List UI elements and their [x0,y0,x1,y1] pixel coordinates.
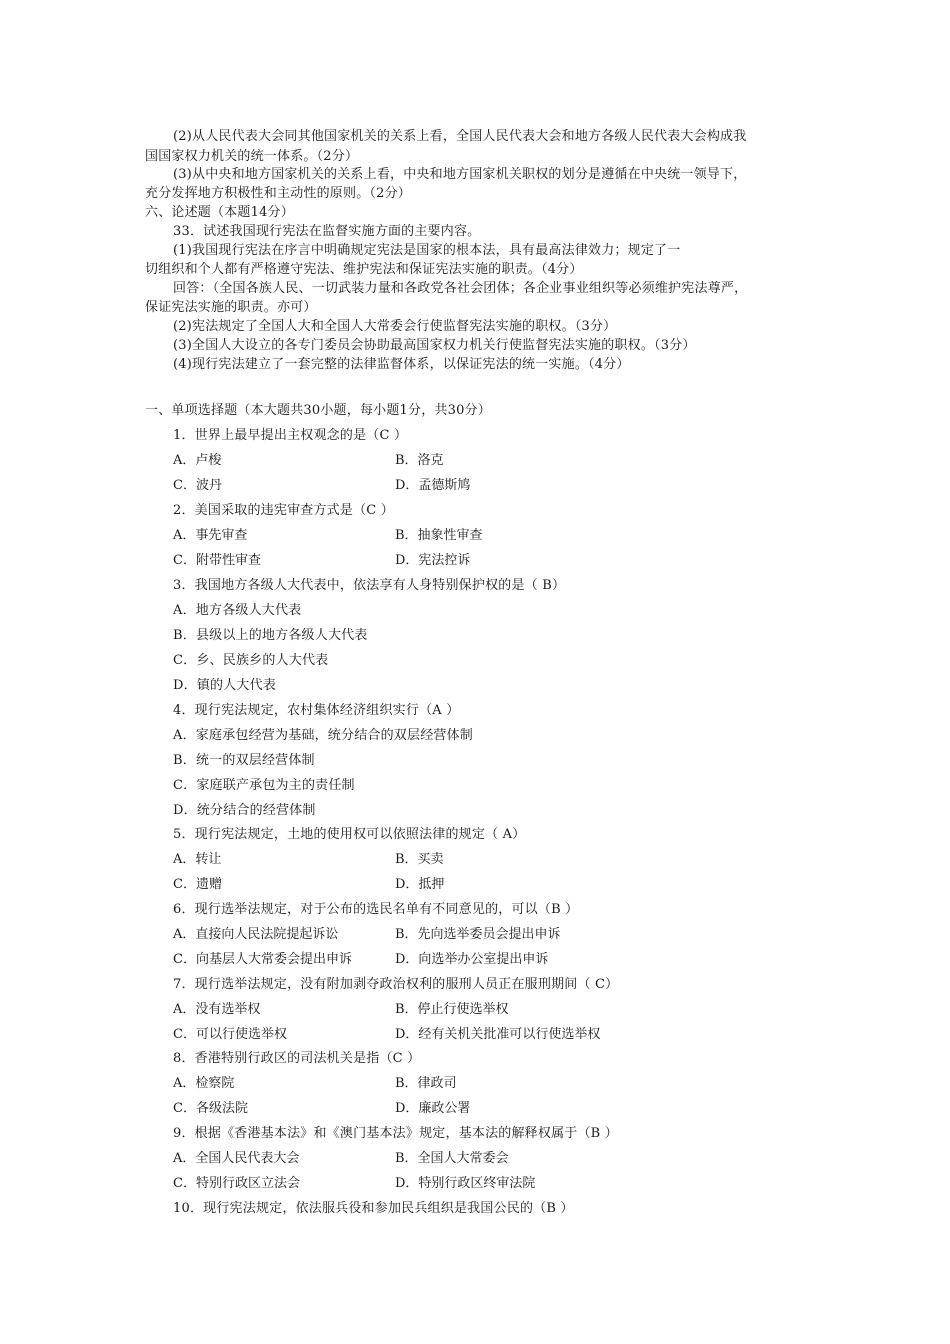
question-3-option-b: B．县级以上的地方各级人大代表 [173,628,368,643]
question-6-option-a: A．直接向人民法院提起诉讼 [173,927,339,942]
question-8-options-row2 [173,1100,471,1118]
answer-33-part2: (2)宪法规定了全国人大和全国人大常委会行使监督宪法实施的职权。（3分） [173,319,617,334]
answer-33-part1-line2: 切组织和个人都有严格遵守宪法、维护宪法和保证宪法实施的职责。（4分） [145,262,583,277]
question-6-option-c: C．向基层人大常委会提出申诉 [173,952,352,967]
question-3-option-d: D．镇的人大代表 [173,678,277,693]
answer-paragraph-3-line1: (3)从中央和地方国家机关的关系上看，中央和地方国家机关职权的划分是遵循在中央统一领导下， [173,167,747,182]
answer-33-note-line1: 回答：（全国各族人民、一切武装力量和各政党各社会团体；各企业事业组织等必须维护宪法尊严， [173,281,748,296]
question-3-option-c: C．乡、民族乡的人大代表 [173,653,329,668]
question-8-option-c: C．各级法院 [173,1101,248,1116]
question-7-option-d: D．经有关机关批准可以行使选举权 [395,1027,601,1042]
answer-paragraph-2-line2: 国国家权力机关的统一体系。（2分） [145,149,359,164]
question-5-stem: 5．现行宪法规定，土地的使用权可以依照法律的规定（ A） [173,827,526,842]
question-1-option-b: B．洛克 [395,453,444,468]
answer-33-part3: (3)全国人大设立的各专门委员会协助最高国家权力机关行使监督宪法实施的职权。（3分） [173,338,696,353]
question-2-options-row2 [173,552,471,570]
question-7-stem: 7．现行选举法规定，没有附加剥夺政治权利的服刑人员正在服刑期间（ C） [173,977,619,992]
question-8-options-row1 [173,1075,457,1093]
question-6-options-row2 [173,951,549,969]
question-33: 33．试述我国现行宪法在监督实施方面的主要内容。 [173,224,481,239]
question-1-options-row1 [173,452,444,470]
question-2-options-row1 [173,527,483,545]
question-2-option-d: D．宪法控诉 [395,553,471,568]
question-4-stem: 4．现行宪法规定，农村集体经济组织实行（A ） [173,703,460,718]
question-9-option-b: B．全国人大常委会 [395,1151,509,1166]
question-8-stem: 8．香港特别行政区的司法机关是指（C ） [173,1051,421,1066]
question-7-option-c: C．可以行使选举权 [173,1027,287,1042]
question-6-option-d: D．向选举办公室提出申诉 [395,952,549,967]
question-9-options-row1 [173,1150,509,1168]
question-2-option-b: B．抽象性审查 [395,528,483,543]
question-5-options-row2 [173,876,445,894]
question-9-option-d: D．特别行政区终审法院 [395,1176,536,1191]
section-6-title: 六、论述题（本题14分） [145,205,294,220]
question-2-option-a: A．事先审查 [173,528,248,543]
question-1-option-c: C．波丹 [173,478,222,493]
question-1-option-a: A．卢梭 [173,453,222,468]
answer-paragraph-3-line2: 充分发挥地方积极性和主动性的原则。（2分） [145,186,411,201]
question-7-option-b: B．停止行使选举权 [395,1002,509,1017]
answer-33-part4: (4)现行宪法建立了一套完整的法律监督体系，以保证宪法的统一实施。（4分） [173,357,630,372]
question-5-option-a: A．转让 [173,852,222,867]
question-1-options-row2 [173,477,471,495]
question-2-stem: 2．美国采取的违宪审查方式是（C ） [173,503,394,518]
question-4-option-a: A．家庭承包经营为基础，统分结合的双层经营体制 [173,728,473,743]
question-5-options-row1 [173,851,444,869]
question-3-stem: 3．我国地方各级人大代表中，依法享有人身特别保护权的是（ B） [173,578,566,593]
question-5-option-c: C．遗赠 [173,877,222,892]
answer-33-note-line2: 保证宪法实施的职责。亦可） [145,300,317,315]
question-7-option-a: A．没有选举权 [173,1002,261,1017]
question-6-options-row1 [173,926,561,944]
question-10-stem: 10．现行宪法规定，依法服兵役和参加民兵组织是我国公民的（B ） [173,1201,574,1216]
question-9-option-c: C．特别行政区立法会 [173,1176,300,1191]
question-9-options-row2 [173,1175,536,1193]
answer-paragraph-2-line1: (2)从人民代表大会同其他国家机关的关系上看，全国人民代表大会和地方各级人民代表大会构成我 [173,129,747,144]
question-9-stem: 9．根据《香港基本法》和《澳门基本法》规定，基本法的解释权属于（B ） [173,1126,618,1141]
answer-33-part1-line1: (1)我国现行宪法在序言中明确规定宪法是国家的根本法，具有最高法律效力；规定了一 [173,243,681,258]
question-7-options-row2 [173,1026,601,1044]
question-4-option-d: D．统分结合的经营体制 [173,803,316,818]
question-8-option-a: A．检察院 [173,1076,235,1091]
question-3-option-a: A．地方各级人大代表 [173,603,302,618]
question-9-option-a: A．全国人民代表大会 [173,1151,300,1166]
question-8-option-b: B．律政司 [395,1076,457,1091]
question-4-option-c: C．家庭联产承包为主的责任制 [173,778,355,793]
question-6-stem: 6．现行选举法规定，对于公布的选民名单有不同意见的，可以（B ） [173,902,579,917]
question-7-options-row1 [173,1001,509,1019]
question-4-option-b: B．统一的双层经营体制 [173,753,315,768]
question-2-option-c: C．附带性审查 [173,553,261,568]
question-8-option-d: D．廉政公署 [395,1101,471,1116]
question-1-option-d: D．孟德斯鸠 [395,478,471,493]
question-6-option-b: B．先向选举委员会提出申诉 [395,927,561,942]
question-5-option-b: B．买卖 [395,852,444,867]
section-1-title: 一、单项选择题（本大题共30小题，每小题1分，共30分） [145,403,491,418]
question-5-option-d: D．抵押 [395,877,445,892]
question-1-stem: 1．世界上最早提出主权观念的是（C ） [173,428,408,443]
